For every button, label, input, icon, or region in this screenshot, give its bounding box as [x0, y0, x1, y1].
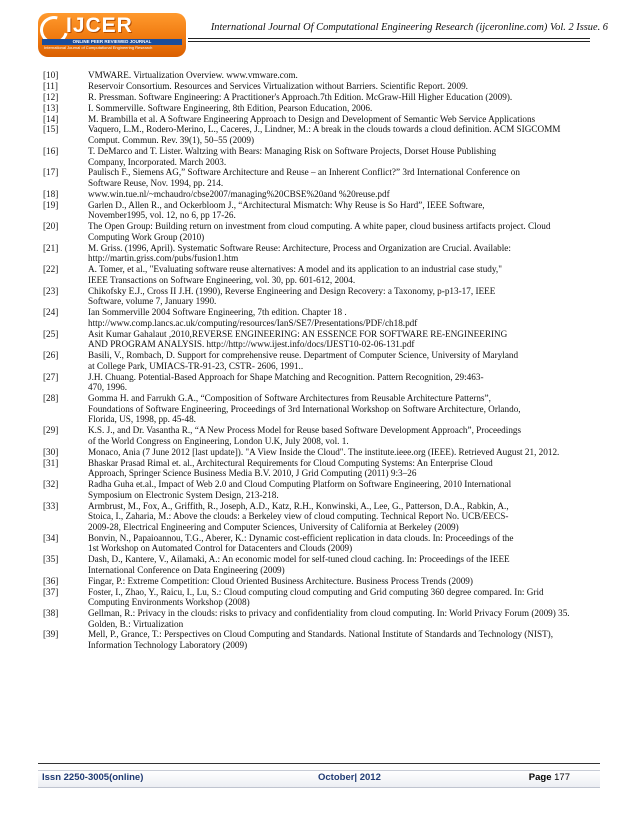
reference-line: Monaco, Ania (7 June 2012 [last update]). "A View Inside the Cloud". The institute.ieee.org (IEEE). Retrieved August 21, 2012.	[88, 446, 560, 457]
reference-line: November1995, vol. 12, no 6, pp 17-26.	[88, 210, 236, 221]
reference-text	[88, 167, 598, 188]
reference-item	[43, 264, 598, 285]
reference-line: Gellman, R.: Privacy in the clouds: risks to privacy and confidentiality from cloud computing. In: World Privacy Forum (2009) 35.	[88, 608, 570, 618]
reference-number: [21]	[43, 242, 59, 253]
reference-line: M. Griss. (1996, April). Systematic Software Reuse: Architecture, Process and Organization are Crucial. Available:	[88, 242, 511, 253]
reference-line: I. Sommerville. Software Engineering, 8th Edition, Pearson Education, 2006.	[88, 102, 373, 113]
reference-item	[43, 286, 598, 307]
reference-number: [18]	[43, 188, 59, 199]
reference-number: [25]	[43, 328, 59, 339]
reference-number: [32]	[43, 479, 59, 490]
page-label: Page	[528, 772, 552, 783]
reference-text	[88, 458, 598, 479]
reference-line: Symposium on Electronic System Design, 213-218.	[88, 489, 279, 500]
reference-item	[43, 221, 598, 242]
reference-number: [10]	[43, 70, 59, 80]
reference-line: http://www.comp.lancs.ac.uk/computing/resources/IanS/SE7/Presentations/PDF/ch18.pdf	[88, 317, 418, 328]
page-header	[0, 0, 638, 62]
reference-number: [16]	[43, 145, 59, 156]
reference-line: Reservoir Consortium. Resources and Services Virtualization without Barriers. Scientific Report. 2009.	[88, 80, 468, 91]
reference-number: [38]	[43, 608, 59, 618]
reference-line: 2009-28, Electrical Engineering and Computer Sciences, University of California at Berkeley (2009)	[88, 521, 459, 532]
reference-line: Golden, B.: Virtualization	[88, 618, 184, 629]
reference-item	[43, 124, 598, 145]
reference-line: Software, volume 7, January 1990.	[88, 296, 217, 307]
reference-item	[43, 92, 598, 103]
reference-line: Basili, V., Rombach, D. Support for comprehensive reuse. Department of Computer Science, University of Maryland	[88, 350, 519, 361]
reference-item	[43, 533, 598, 554]
reference-text	[88, 189, 598, 200]
reference-number: [31]	[43, 457, 59, 468]
reference-line: Ian Sommerville 2004 Software Engineering, 7th edition. Chapter 18 .	[88, 307, 347, 318]
reference-line: Radha Guha et.al., Impact of Web 2.0 and Cloud Computing Platform on Software Engineering, 2010 International	[88, 479, 512, 490]
logo-subtitle: International Journal of Computational Engineering Research	[44, 45, 153, 50]
reference-text	[88, 533, 598, 554]
reference-item	[43, 350, 598, 371]
reference-line: IEEE Transactions on Software Engineering, vol. 30, pp. 601-612, 2004.	[88, 274, 356, 285]
reference-text	[88, 124, 598, 145]
reference-text	[88, 200, 598, 221]
reference-number: [29]	[43, 425, 59, 436]
reference-line: The Open Group: Building return on investment from cloud computing. A white paper, cloud business artifacts project. Cloud	[88, 221, 551, 232]
logo-tagline: ONLINE PEER REVIEWED JOURNAL	[42, 39, 182, 45]
page-number-value: 177	[554, 772, 570, 783]
reference-number: [36]	[43, 575, 59, 586]
reference-line: A. Tomer, et al., "Evaluating software reuse alternatives: A model and its application to an industrial case study,"	[88, 264, 502, 275]
reference-text	[88, 608, 598, 629]
reference-line: Bhaskar Prasad Rimal et. al., Architectural Requirements for Cloud Computing Systems: An Enterprise Cloud	[88, 457, 493, 468]
reference-line: T. DeMarco and T. Lister. Waltzing with Bears: Managing Risk on Software Projects, Dorset House Publishing	[88, 145, 497, 156]
reference-line: R. Pressman. Software Engineering: A Practitioner's Approach.7th Edition. McGraw-Hill Higher Education (2009).	[88, 91, 513, 102]
reference-line: of the World Congress on Engineering, London U.K, July 2008, vol. 1.	[88, 435, 349, 446]
page-footer	[38, 770, 600, 788]
reference-item	[43, 447, 598, 458]
reference-line: Gomma H. and Farrukh G.A., “Composition of Software Architectures from Reusable Architecture Patterns”,	[88, 393, 491, 404]
reference-text	[88, 372, 598, 393]
reference-line: AND PROGRAM ANALYSIS. http://http://www.ijest.info/docs/IJEST10-02-06-131.pdf	[88, 339, 415, 350]
reference-item	[43, 81, 598, 92]
reference-list	[43, 70, 598, 651]
footer-divider	[38, 763, 600, 764]
reference-text	[88, 243, 598, 264]
reference-number: [35]	[43, 554, 59, 565]
journal-title: International Journal Of Computational Engineering Research (ijceronline.com) Vol. 2 Issue. 6	[210, 22, 608, 33]
reference-number: [22]	[43, 264, 59, 275]
reference-item	[43, 103, 598, 114]
reference-line: Mell, P., Grance, T.: Perspectives on Cloud Computing and Standards. National Institute of Standards and Technology (NIST),	[88, 629, 554, 640]
reference-line: http://martin.griss.com/pubs/fusion1.htm	[88, 253, 239, 264]
reference-line: Paulisch F., Siemens AG,” Software Architecture and Reuse – an Inherent Conflict?” 3rd International Conference on	[88, 167, 520, 178]
reference-number: [26]	[43, 350, 59, 361]
reference-number: [19]	[43, 199, 59, 210]
reference-item	[43, 70, 598, 81]
reference-text	[88, 81, 598, 92]
reference-number: [30]	[43, 446, 59, 457]
reference-text	[88, 114, 598, 125]
reference-text	[88, 146, 598, 167]
reference-line: VMWARE. Virtualization Overview. www.vmware.com.	[88, 70, 298, 80]
reference-item	[43, 587, 598, 608]
reference-text	[88, 350, 598, 371]
reference-line: Vaquero, L.M., Rodero-Merino, L., Caceres, J., Lindner, M.: A break in the clouds towards a cloud definition. ACM SIGCOMM	[88, 124, 561, 135]
journal-logo	[38, 13, 186, 57]
header-divider	[188, 38, 590, 39]
reference-number: [39]	[43, 629, 59, 640]
reference-line: International Conference on Data Engineering (2009)	[88, 564, 285, 575]
reference-text	[88, 501, 598, 533]
reference-item	[43, 372, 598, 393]
reference-item	[43, 479, 598, 500]
reference-text	[88, 221, 598, 242]
reference-text	[88, 629, 598, 650]
reference-text	[88, 264, 598, 285]
reference-number: [24]	[43, 307, 59, 318]
reference-number: [33]	[43, 500, 59, 511]
reference-text	[88, 103, 598, 114]
reference-line: Dash, D., Kantere, V., Ailamaki, A.: An economic model for self-tuned cloud caching. In: Proceedings of the IEEE	[88, 554, 510, 565]
header-divider-secondary	[188, 41, 590, 42]
reference-text	[88, 554, 598, 575]
logo-text: IJCER	[66, 14, 133, 37]
reference-item	[43, 189, 598, 200]
reference-text	[88, 587, 598, 608]
reference-item	[43, 329, 598, 350]
reference-number: [34]	[43, 532, 59, 543]
reference-line: Garlen D., Allen R., and Ockerbloom J., “Architectural Mismatch: Why Reuse is So Hard”, IEEE Software,	[88, 199, 485, 210]
reference-text	[88, 329, 598, 350]
reference-text	[88, 92, 598, 103]
reference-number: [37]	[43, 586, 59, 597]
reference-text	[88, 425, 598, 446]
reference-text	[88, 447, 598, 458]
reference-item	[43, 608, 598, 629]
reference-number: [27]	[43, 371, 59, 382]
reference-line: Foster, I., Zhao, Y., Raicu, I., Lu, S.: Cloud computing cloud computing and Grid computing 360 degree compared. In: Grid	[88, 586, 544, 597]
reference-item	[43, 501, 598, 533]
reference-number: [11]	[43, 80, 58, 91]
reference-text	[88, 479, 598, 500]
reference-text	[88, 393, 598, 425]
reference-line: Foundations of Software Engineering, Proceedings of 3rd International Workshop on Software Architecture, Orlando,	[88, 403, 521, 414]
reference-number: [23]	[43, 285, 59, 296]
reference-line: www.win.tue.nl/~mchaudro/cbse2007/managing%20CBSE%20and %20reuse.pdf	[88, 188, 390, 199]
reference-item	[43, 243, 598, 264]
reference-number: [12]	[43, 91, 59, 102]
reference-item	[43, 576, 598, 587]
reference-item	[43, 167, 598, 188]
reference-item	[43, 629, 598, 650]
reference-text	[88, 70, 598, 81]
reference-line: Bonvin, N., Papaioannou, T.G., Aberer, K.: Dynamic cost-efficient replication in data clouds. In: Proceedings of the	[88, 532, 514, 543]
reference-line: Software Reuse, Nov. 1994, pp. 214.	[88, 178, 224, 189]
reference-item	[43, 393, 598, 425]
page-number	[529, 772, 570, 783]
reference-line: Computing Environments Workshop (2008)	[88, 597, 250, 608]
reference-item	[43, 114, 598, 125]
reference-text	[88, 576, 598, 587]
reference-line: Approach, Springer Science Business Media B.V. 2010, J Grid Computing (2011) 9:3–26	[88, 468, 417, 479]
reference-line: Computing Work Group (2010)	[88, 231, 205, 242]
reference-number: [13]	[43, 102, 59, 113]
reference-line: Asit Kumar Gahalaut ,2010,REVERSE ENGINEERING: AN ESSENCE FOR SOFTWARE RE-ENGINEERING	[88, 328, 508, 339]
reference-line: Stoica, I., Zaharia, M.: Above the clouds: a Berkeley view of cloud computing. Technical Report No. UCB/EECS-	[88, 511, 509, 522]
reference-line: Company, Incorporated. March 2003.	[88, 156, 227, 167]
reference-line: Comput. Commun. Rev. 39(1), 50–55 (2009)	[88, 135, 255, 146]
reference-number: [20]	[43, 221, 59, 232]
reference-item	[43, 554, 598, 575]
reference-line: 470, 1996.	[88, 382, 128, 393]
reference-item	[43, 307, 598, 328]
reference-item	[43, 458, 598, 479]
reference-text	[88, 307, 598, 328]
reference-item	[43, 425, 598, 446]
reference-line: Information Technology Laboratory (2009)	[88, 640, 248, 651]
reference-line: Florida, US, 1998, pp. 45-48.	[88, 414, 196, 425]
issue-date: October| 2012	[318, 772, 381, 783]
reference-line: Chikofsky E.J., Cross II J.H. (1990), Reverse Engineering and Design Recovery: a Taxonomy, p-p13-17, IEEE	[88, 285, 496, 296]
issn-label: Issn 2250-3005(online)	[42, 772, 144, 783]
reference-number: [15]	[43, 124, 59, 135]
reference-line: K.S. J., and Dr. Vasantha R., “A New Process Model for Reuse based Software Development Approach”, Proceedings	[88, 425, 522, 436]
reference-line: 1st Workshop on Automated Control for Datacenters and Clouds (2009)	[88, 543, 353, 554]
reference-number: [17]	[43, 167, 59, 178]
reference-number: [28]	[43, 393, 59, 404]
reference-text	[88, 286, 598, 307]
reference-line: Fingar, P.: Extreme Competition: Cloud Oriented Business Architecture. Business Process Trends (2009)	[88, 575, 473, 586]
reference-item	[43, 200, 598, 221]
reference-line: at College Park, UMIACS-TR-91-23, CSTR- 2606, 1991..	[88, 360, 304, 371]
reference-line: Armbrust, M., Fox, A., Griffith, R., Joseph, A.D., Katz, R.H., Konwinski, A., Lee, G., Patterson, D.A., Rabkin, A.,	[88, 500, 509, 511]
reference-line: M. Brambilla et al. A Software Engineering Approach to Design and Development of Semantic Web Service Applications	[88, 113, 536, 124]
reference-item	[43, 146, 598, 167]
reference-number: [14]	[43, 113, 59, 124]
reference-line: J.H. Chuang. Potential-Based Approach for Shape Matching and Recognition. Pattern Recognition, 29:463-	[88, 371, 484, 382]
